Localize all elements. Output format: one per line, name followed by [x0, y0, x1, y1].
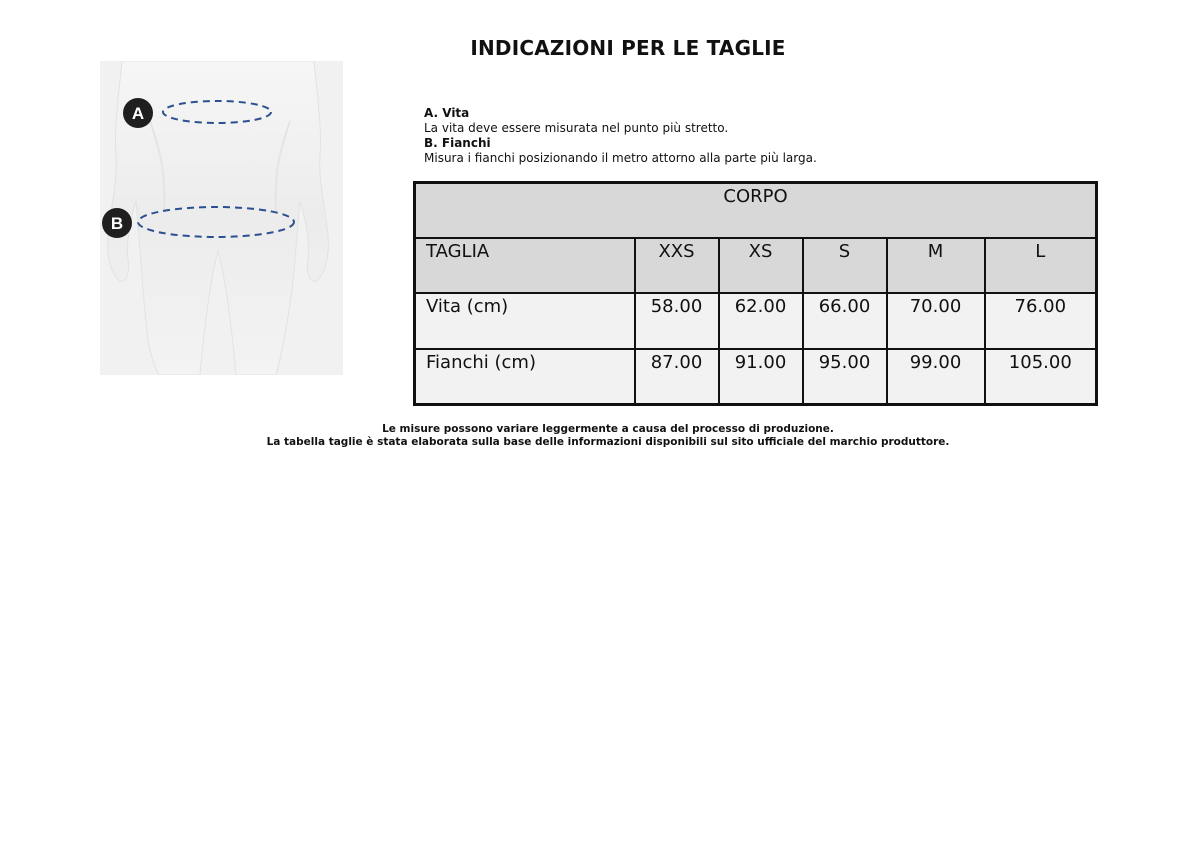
table-caption: CORPO	[415, 183, 1097, 239]
table-cell: 87.00	[635, 349, 719, 405]
row-label-hips: Fianchi (cm)	[415, 349, 635, 405]
body-silhouette-icon	[100, 61, 343, 375]
size-header-xxs: XXS	[635, 238, 719, 293]
table-row	[415, 349, 1097, 405]
waist-instruction: La vita deve essere misurata nel punto più stretto.	[424, 121, 729, 135]
page-title: INDICAZIONI PER LE TAGLIE	[470, 36, 786, 60]
table-cell: 105.00	[985, 349, 1097, 405]
size-header-xs: XS	[719, 238, 803, 293]
table-row	[415, 293, 1097, 348]
table-cell: 62.00	[719, 293, 803, 348]
source-note: La tabella taglie è stata elaborata sulla base delle informazioni disponibili sul sito ufficiale del marchio produttore.	[266, 436, 950, 448]
size-column-header: TAGLIA	[415, 238, 635, 293]
size-header-l: L	[985, 238, 1097, 293]
table-cell: 58.00	[635, 293, 719, 348]
table-header-row	[415, 238, 1097, 293]
waist-heading: A. Vita	[424, 106, 470, 120]
measurement-instructions	[424, 106, 817, 166]
marker-b-badge	[102, 208, 132, 238]
table-cell: 99.00	[887, 349, 985, 405]
table-cell: 95.00	[803, 349, 887, 405]
table-cell: 76.00	[985, 293, 1097, 348]
footnotes	[0, 423, 1200, 449]
marker-b-label: B	[110, 214, 124, 233]
table-cell: 66.00	[803, 293, 887, 348]
size-header-s: S	[803, 238, 887, 293]
table-cell: 91.00	[719, 349, 803, 405]
body-figure-illustration	[100, 61, 343, 375]
size-chart-table	[413, 181, 1098, 406]
row-label-waist: Vita (cm)	[415, 293, 635, 348]
table-cell: 70.00	[887, 293, 985, 348]
production-variance-note: Le misure possono variare leggermente a causa del processo di produzione.	[382, 423, 834, 435]
hips-instruction: Misura i fianchi posizionando il metro attorno alla parte più larga.	[424, 151, 817, 165]
hips-heading: B. Fianchi	[424, 136, 491, 150]
size-header-m: M	[887, 238, 985, 293]
marker-a-label: A	[131, 104, 145, 123]
marker-a-badge	[123, 98, 153, 128]
